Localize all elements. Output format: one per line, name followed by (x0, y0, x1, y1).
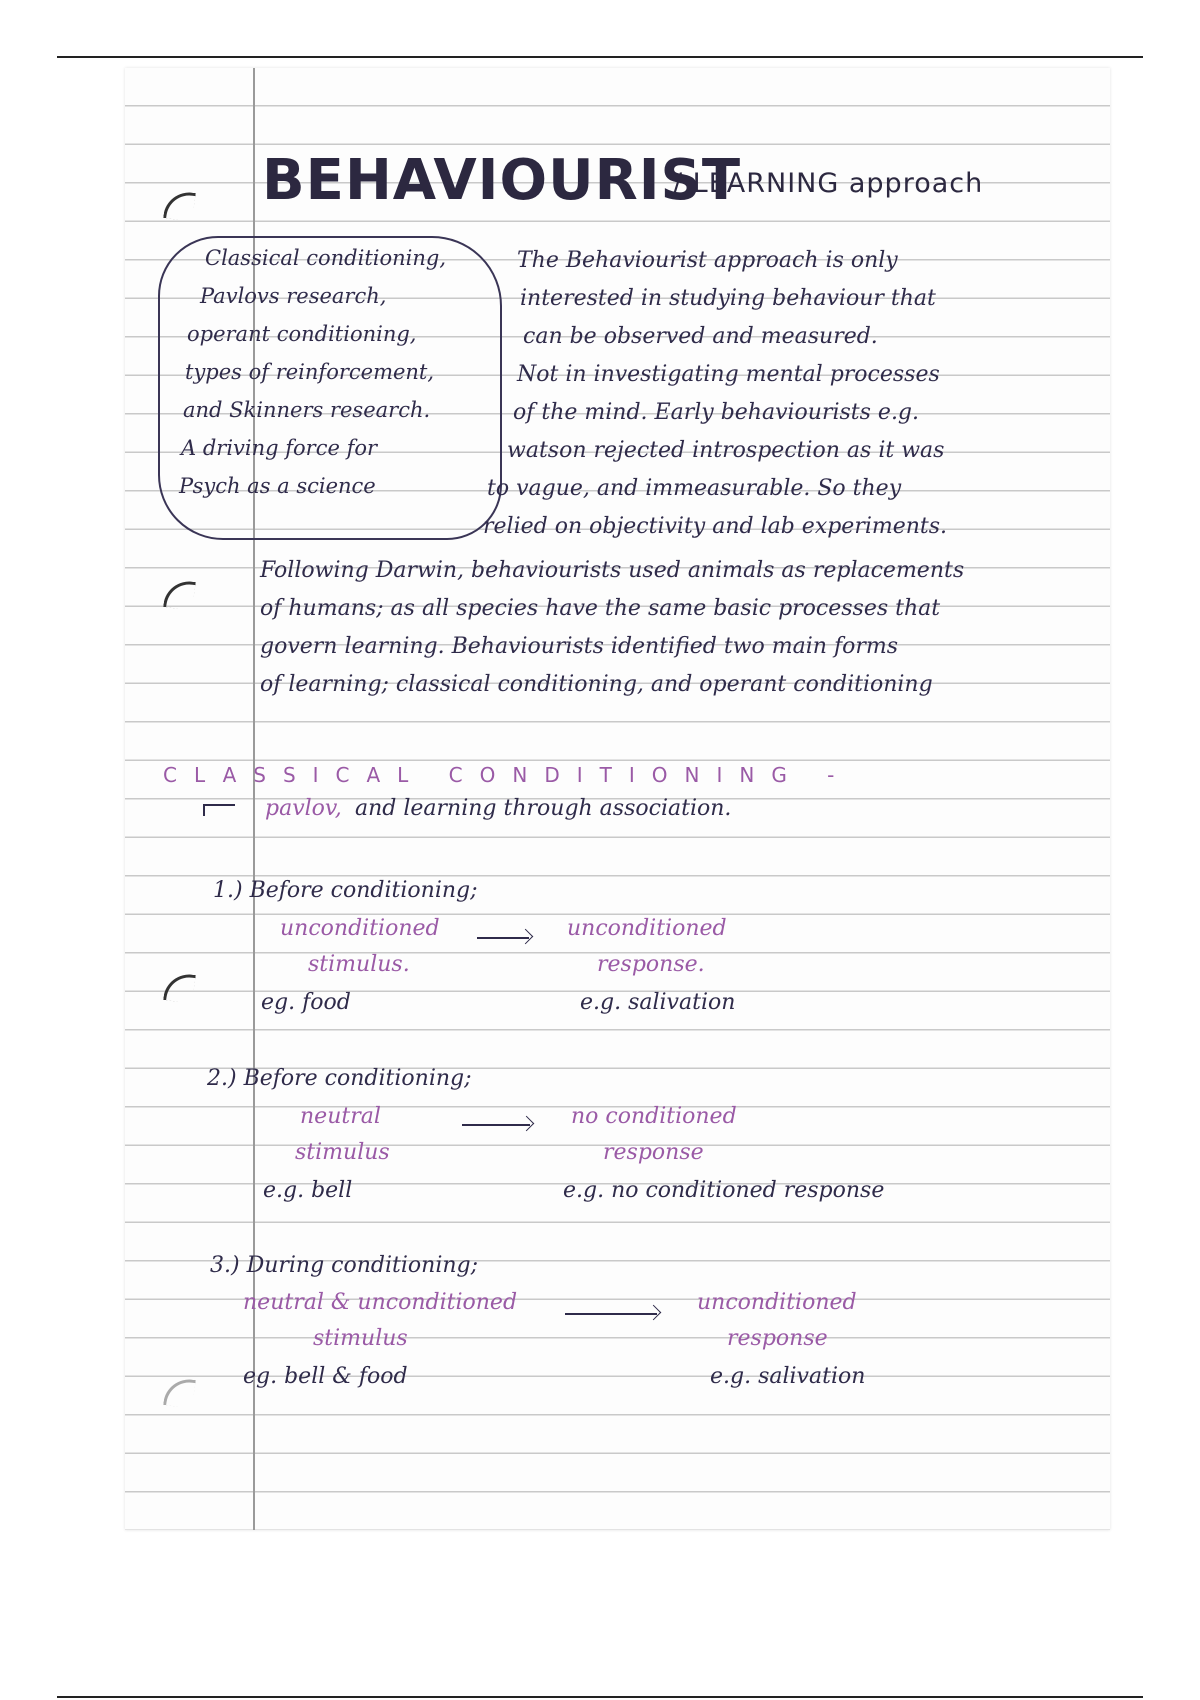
step-right-term: response (727, 1326, 828, 1351)
cloud-line: and Skinners research. (183, 398, 431, 422)
step-left-example: eg. bell & food (243, 1364, 408, 1389)
punch-hole-mark (163, 189, 196, 222)
punch-hole-mark (163, 971, 196, 1004)
step-heading: 1.) Before conditioning; (213, 878, 478, 903)
intro-line: The Behaviourist approach is only (517, 248, 898, 273)
cloud-line: Pavlovs research, (200, 284, 387, 308)
step-right-term: unconditioned (567, 916, 727, 941)
cloud-line: operant conditioning, (187, 322, 417, 346)
arrow-right-icon (565, 1313, 657, 1315)
step-right-example: e.g. salivation (580, 990, 736, 1015)
step-left-term: unconditioned (280, 916, 440, 941)
hook-arrow-icon (203, 804, 235, 816)
step-left-example: e.g. bell (263, 1178, 353, 1203)
step-right-example: e.g. salivation (710, 1364, 866, 1389)
intro-line: watson rejected introspection as it was (507, 438, 945, 463)
cloud-line: Psych as a science (179, 474, 376, 498)
page-top-rule (57, 56, 1143, 58)
intro-line: relied on objectivity and lab experiments. (483, 514, 948, 539)
section-heading: CLASSICAL CONDITIONING - (163, 763, 852, 787)
page-title: BEHAVIOURIST (262, 148, 742, 213)
step-right-example: e.g. no conditioned response (563, 1178, 885, 1203)
darwin-line: of humans; as all species have the same basic processes that (260, 596, 941, 621)
page-bottom-rule (57, 1696, 1143, 1698)
step-left-term: neutral & unconditioned (243, 1290, 518, 1315)
punch-hole-mark (163, 1376, 196, 1409)
step-heading: 3.) During conditioning; (210, 1253, 479, 1278)
intro-line: can be observed and measured. (523, 324, 878, 349)
darwin-line: of learning; classical conditioning, and operant conditioning (260, 672, 933, 697)
cloud-line: types of reinforcement, (185, 360, 435, 384)
step-left-example: eg. food (261, 990, 351, 1015)
step-left-term: stimulus. (308, 952, 410, 977)
step-right-term: no conditioned (571, 1104, 737, 1129)
step-heading: 2.) Before conditioning; (207, 1066, 472, 1091)
intro-line: Not in investigating mental processes (517, 362, 940, 387)
step-left-term: stimulus (295, 1140, 390, 1165)
step-left-term: neutral (300, 1104, 381, 1129)
step-right-term: response. (597, 952, 705, 977)
arrow-right-icon (462, 1124, 530, 1126)
intro-line: to vague, and immeasurable. So they (487, 476, 902, 501)
lined-notebook-page (125, 68, 1110, 1530)
punch-hole-mark (163, 578, 196, 611)
arrow-right-icon (477, 937, 529, 939)
darwin-line: Following Darwin, behaviourists used animals as replacements (260, 558, 965, 583)
cloud-line: Classical conditioning, (205, 246, 447, 270)
step-right-term: response (603, 1140, 704, 1165)
section-subtitle-accent: pavlov, (265, 796, 342, 821)
cloud-line: A driving force for (181, 436, 378, 460)
intro-line: of the mind. Early behaviourists e.g. (513, 400, 920, 425)
page-subtitle: / LEARNING approach (673, 168, 984, 199)
step-right-term: unconditioned (697, 1290, 857, 1315)
section-subtitle: and learning through association. (355, 796, 732, 821)
intro-line: interested in studying behaviour that (520, 286, 936, 311)
step-left-term: stimulus (313, 1326, 408, 1351)
darwin-line: govern learning. Behaviourists identified two main forms (260, 634, 898, 659)
